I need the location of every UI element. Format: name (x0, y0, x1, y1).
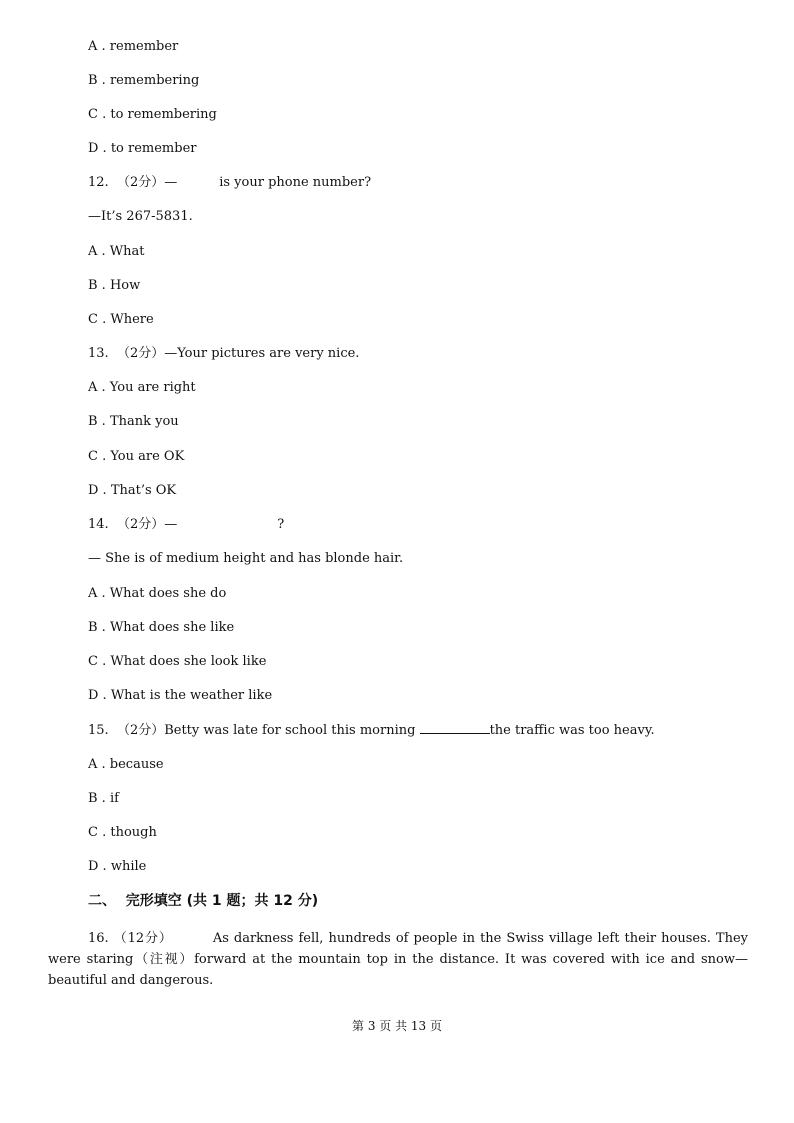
q13-stem: 13. （2分）—Your pictures are very nice. (88, 346, 360, 361)
q13-option-b: B . Thank you (88, 414, 179, 429)
section-heading: 二、 完形填空 (共 1 题；共 12 分) (88, 893, 319, 909)
q14-stem (88, 517, 284, 533)
q15-option-a: A . because (88, 757, 164, 772)
q16-paragraph (48, 928, 748, 991)
q16-text: As darkness fell, hundreds of people in the Swiss village left their houses. They were staring（注视）forward at the mountain top in the distance. It was covered with ice and snow—beautiful and dangerous. (48, 931, 748, 988)
q12-reply: —It’s 267-5831. (88, 209, 193, 224)
q12-stem-prefix: 12. （2分）— (88, 175, 178, 190)
q14-reply: — She is of medium height and has blonde hair. (88, 551, 404, 566)
q14-option-b: B . What does she like (88, 620, 235, 635)
q14-option-a: A . What does she do (88, 586, 227, 601)
q16-prefix: 16. （12分） (88, 931, 173, 946)
q15-blank (420, 722, 490, 734)
q15-stem-suffix: the traffic was too heavy. (489, 723, 655, 738)
q13-option-a: A . You are right (88, 380, 196, 395)
q14-stem-suffix: ? (277, 517, 285, 532)
q11-option-d: D . to remember (88, 141, 197, 156)
q12-stem-suffix: is your phone number? (219, 175, 372, 190)
q15-stem-prefix: 15. （2分）Betty was late for school this morning (88, 723, 420, 738)
q15-option-d: D . while (88, 859, 147, 874)
q13-option-d: D . That’s OK (88, 483, 177, 498)
q14-option-d: D . What is the weather like (88, 688, 273, 703)
q15-option-c: C . though (88, 825, 157, 840)
q11-option-a: A . remember (88, 39, 179, 54)
q15-stem (88, 722, 655, 739)
page-footer: 第 3 页 共 13 页 (352, 1019, 442, 1033)
q12-option-c: C . Where (88, 312, 154, 327)
q11-option-b: B . remembering (88, 73, 200, 88)
q14-stem-prefix: 14. （2分）— (88, 517, 178, 532)
q11-option-c: C . to remembering (88, 107, 217, 122)
q14-option-c: C . What does she look like (88, 654, 267, 669)
q13-option-c: C . You are OK (88, 449, 185, 464)
q12-option-a: A . What (88, 244, 145, 259)
q12-stem (88, 175, 371, 191)
q12-option-b: B . How (88, 278, 141, 293)
q15-option-b: B . if (88, 791, 119, 806)
